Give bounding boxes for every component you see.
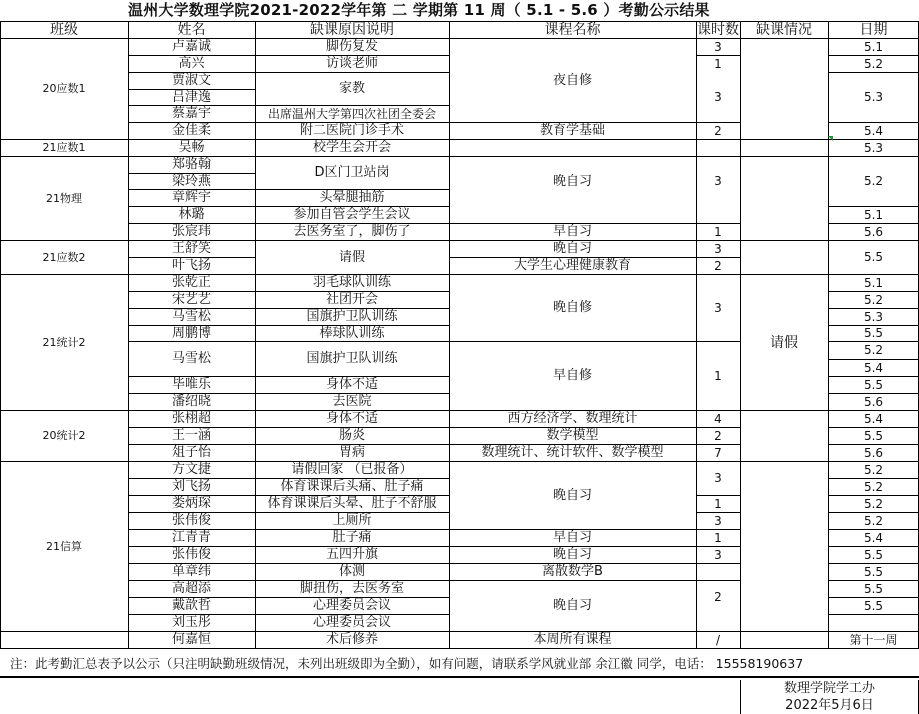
name-cell: 张宸玮 — [171, 224, 211, 239]
footer-note: 注：此考勤汇总表予以公示（只注明缺勤班级情况，未列出班级即为全勤），如有问题，请联系学风就业部 余江徽 同学，电话： 15558190637 — [10, 655, 804, 671]
date-cell: 第十一周 — [849, 632, 898, 647]
date-cell: 5.5 — [863, 428, 884, 443]
class-group: 20应数1 — [42, 82, 86, 95]
reason-cell: 心理委员会议 — [312, 598, 391, 613]
name-cell: 马雪松 — [171, 351, 211, 366]
date-cell: 5.2 — [863, 496, 884, 511]
hours-cell: 1 — [714, 368, 722, 383]
date-cell: 5.3 — [863, 309, 884, 324]
name-cell: 娄炳琛 — [171, 496, 211, 511]
reason-cell: 出席温州大学第四次社团全委会 — [267, 106, 436, 121]
hours-cell: 1 — [714, 56, 722, 71]
date-cell: 5.5 — [863, 598, 884, 613]
name-cell: 金佳柔 — [171, 123, 211, 138]
class-group: 21物理 — [46, 191, 82, 205]
date-cell: 5.2 — [863, 513, 884, 528]
hours-cell: 2 — [714, 428, 722, 443]
hours-cell: 4 — [714, 411, 722, 426]
hours-cell: 3 — [714, 241, 722, 256]
course-cell: 晚自习 — [552, 487, 592, 503]
date-cell: 5.2 — [863, 343, 884, 357]
hours-cell: 2 — [714, 258, 722, 273]
name-cell: 张栩超 — [171, 411, 211, 426]
reason-cell: 附二医院门诊手术 — [299, 123, 404, 138]
reason-cell: 术后修养 — [325, 632, 378, 647]
course-cell: 西方经济学、数理统计 — [507, 411, 638, 426]
date-cell: 5.2 — [863, 292, 884, 307]
course-cell: 教育学基础 — [539, 123, 605, 138]
name-cell: 吴畅 — [178, 140, 205, 155]
date-cell: 5.1 — [863, 275, 884, 290]
name-cell: 王舒笑 — [171, 241, 211, 256]
name-cell: 张乾正 — [171, 275, 211, 290]
reason-cell: 脚扭伤，去医务室 — [299, 581, 404, 596]
course-cell: 晚自修 — [552, 300, 592, 315]
date-cell: 5.4 — [863, 360, 884, 375]
reason-cell: 国旗护卫队训练 — [306, 309, 398, 324]
reason-cell: 肠炎 — [338, 428, 365, 443]
header-hours: 课时数 — [697, 21, 739, 38]
reason-cell: 校学生会开会 — [312, 140, 391, 155]
date-cell: 5.5 — [863, 581, 884, 596]
footer-signer: 数理学院学工办 — [783, 681, 875, 696]
date-cell: 5.1 — [863, 207, 884, 222]
class-group: 21应数1 — [42, 141, 86, 154]
hours-cell: 3 — [714, 471, 722, 485]
name-cell: 方文捷 — [171, 462, 211, 477]
date-cell: 5.6 — [863, 394, 884, 409]
reason-cell: 请假 — [338, 249, 365, 265]
course-cell: 晚自习 — [552, 547, 592, 562]
date-cell: 5.6 — [863, 224, 884, 239]
reason-cell: 羽毛球队训练 — [312, 275, 391, 290]
course-cell: 离散数学B — [542, 564, 603, 579]
reason-cell: 脚伤复发 — [325, 39, 378, 54]
name-cell: 梁玲燕 — [171, 173, 211, 189]
name-cell: 宋艺艺 — [171, 292, 211, 307]
name-cell: 林璐 — [178, 207, 205, 222]
comment-marker — [828, 136, 833, 141]
name-cell: 吕津逸 — [171, 89, 211, 105]
date-cell: 5.3 — [863, 90, 884, 104]
name-cell: 贾淑文 — [171, 73, 211, 88]
name-cell: 何嘉恒 — [171, 632, 211, 647]
hours-cell: 3 — [714, 300, 722, 315]
name-cell: 单章纬 — [171, 564, 211, 579]
header-date: 日期 — [859, 21, 888, 38]
name-cell: 卢嘉诚 — [171, 39, 211, 54]
reason-cell: 体育课课后头晕、肚子不舒服 — [267, 496, 437, 511]
name-cell: 周鹏博 — [171, 325, 211, 341]
class-group: 20统计2 — [42, 429, 86, 442]
name-cell: 高超添 — [171, 581, 211, 596]
date-cell: 5.3 — [863, 140, 884, 155]
date-cell: 5.5 — [863, 547, 884, 562]
course-cell: 晚自习 — [552, 241, 592, 256]
name-cell: 高兴 — [178, 56, 205, 71]
reason-cell: 家教 — [338, 81, 365, 96]
date-cell: 5.4 — [863, 411, 884, 426]
sheet-title: 温州大学数理学院2021-2022学年第 二 学期第 11 周（ 5.1 - 5.6 ）考勤公示结果 — [128, 1, 710, 19]
hours-cell: 2 — [714, 123, 722, 138]
hours-cell: 1 — [714, 530, 722, 545]
reason-cell: 胃病 — [338, 445, 365, 460]
header-name: 姓名 — [177, 21, 206, 38]
reason-cell: 访谈老师 — [325, 56, 378, 71]
name-cell: 郑骆翰 — [171, 157, 211, 172]
status-cell: 请假 — [770, 335, 798, 351]
name-cell: 蔡嘉宇 — [171, 106, 211, 121]
name-cell: 毕唯乐 — [171, 377, 211, 392]
header-reason: 缺课原因说明 — [310, 21, 394, 38]
reason-cell: 身体不适 — [325, 411, 378, 426]
date-cell: 5.5 — [863, 564, 884, 579]
course-cell: 夜自修 — [552, 72, 592, 88]
name-cell: 王一涵 — [171, 428, 211, 443]
date-cell: 5.6 — [863, 445, 884, 460]
class-group: 21信算 — [46, 539, 82, 553]
name-cell: 江青青 — [171, 530, 211, 545]
reason-cell: 五四升旗 — [325, 547, 378, 562]
course-cell: 本周所有课程 — [533, 632, 612, 647]
name-cell: 刘玉彤 — [171, 615, 211, 630]
date-cell: 5.5 — [863, 250, 884, 264]
course-cell: 早自习 — [552, 224, 592, 239]
hours-cell: 3 — [714, 39, 722, 54]
date-cell: 5.2 — [863, 479, 884, 494]
name-cell: 俎子怡 — [171, 445, 211, 460]
class-group: 21应数2 — [42, 250, 86, 264]
date-cell: 5.4 — [863, 123, 884, 138]
reason-cell: 去医院 — [332, 394, 372, 409]
course-cell: 数理统计、统计软件、数学模型 — [481, 445, 664, 460]
name-cell: 张伟俊 — [171, 547, 211, 562]
reason-cell: 参加自管会学生会议 — [293, 207, 411, 222]
name-cell: 叶飞扬 — [171, 258, 211, 273]
course-cell: 晚自习 — [552, 173, 592, 189]
date-cell: 5.5 — [863, 377, 884, 392]
name-cell: 戴歆哲 — [171, 598, 211, 613]
hours-cell: 3 — [714, 513, 722, 528]
footer-date: 2022年5月6日 — [785, 698, 874, 713]
hours-cell: 3 — [714, 547, 722, 562]
hours-cell: 2 — [714, 590, 722, 604]
date-cell: 5.2 — [863, 462, 884, 477]
reason-cell: 头晕腿抽筋 — [319, 190, 385, 205]
date-cell: 5.1 — [863, 39, 884, 54]
reason-cell: 身体不适 — [325, 377, 378, 392]
reason-cell: 社团开会 — [325, 292, 378, 307]
name-cell: 潘绍晓 — [171, 394, 211, 409]
grid-line-h — [0, 648, 919, 649]
date-cell: 5.4 — [863, 530, 884, 545]
course-cell: 数学模型 — [546, 428, 599, 443]
header-class: 班级 — [50, 21, 78, 38]
reason-cell: 请假回家 （已报备） — [291, 462, 413, 477]
course-cell: 晚自习 — [552, 598, 592, 613]
date-cell: 5.2 — [863, 174, 884, 188]
hours-cell: / — [715, 632, 721, 647]
name-cell: 刘飞扬 — [171, 479, 211, 494]
reason-cell: 心理委员会议 — [312, 615, 391, 630]
name-cell: 张伟俊 — [171, 513, 211, 528]
reason-cell: D区门卫站岗 — [314, 165, 390, 180]
grid-line-h — [0, 676, 919, 678]
reason-cell: 体测 — [338, 564, 365, 579]
name-cell: 章辉宇 — [171, 190, 211, 205]
reason-cell: 国旗护卫队训练 — [306, 351, 398, 366]
reason-cell: 上厕所 — [332, 513, 372, 528]
hours-cell: 3 — [714, 174, 722, 188]
hours-cell: 1 — [714, 224, 722, 239]
hours-cell: 1 — [714, 496, 722, 511]
course-cell: 大学生心理健康教育 — [513, 258, 631, 273]
class-group: 21统计2 — [42, 335, 86, 349]
reason-cell: 体育课课后头痛、肚子痛 — [280, 479, 424, 494]
name-cell: 马雪松 — [171, 309, 211, 324]
header-status: 缺课情况 — [756, 21, 812, 38]
date-cell: 5.2 — [863, 56, 884, 71]
reason-cell: 棒球队训练 — [319, 325, 385, 341]
hours-cell: 3 — [714, 90, 722, 104]
grid-line-h — [828, 614, 919, 615]
course-cell: 早自修 — [552, 368, 592, 383]
header-course: 课程名称 — [544, 21, 601, 38]
hours-cell: 7 — [714, 445, 722, 460]
reason-cell: 肚子痛 — [332, 530, 372, 545]
reason-cell: 去医务室了，脚伤了 — [293, 224, 411, 239]
course-cell: 早自习 — [552, 530, 592, 545]
date-cell: 5.5 — [863, 326, 884, 340]
